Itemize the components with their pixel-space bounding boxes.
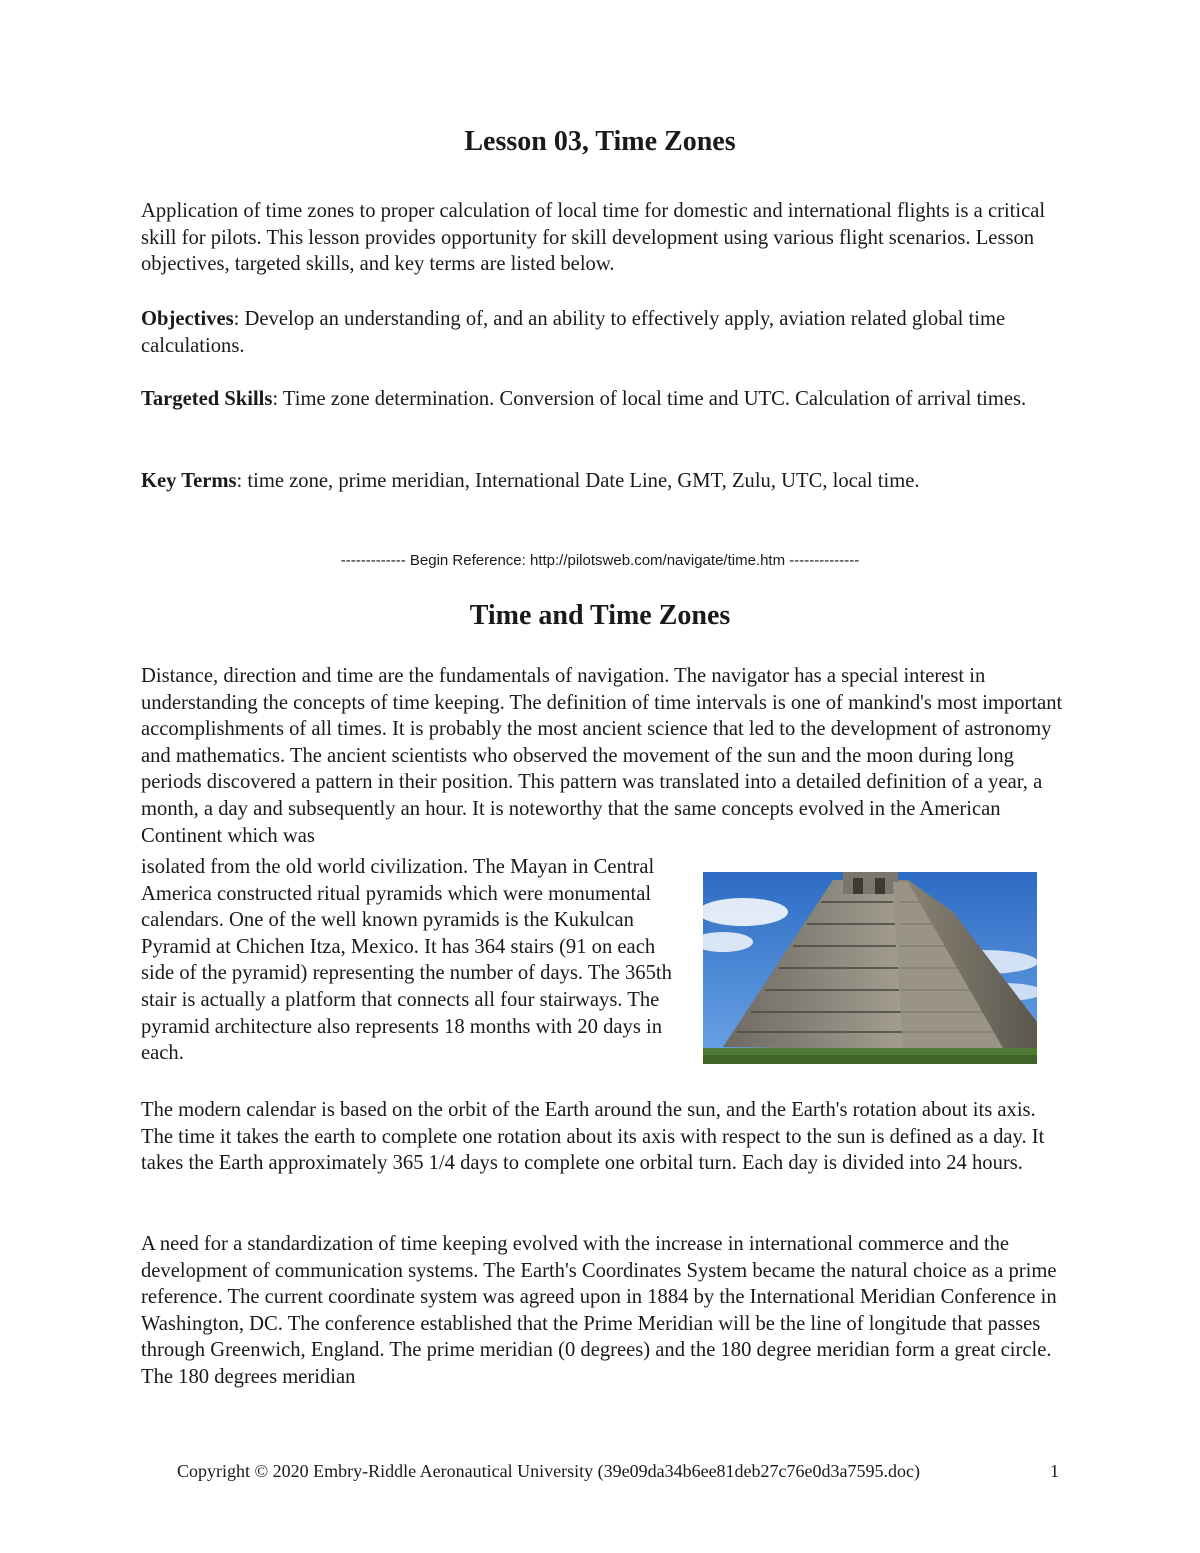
intro-paragraph: Application of time zones to proper calculation of local time for domestic and international flights is a critical skill for pilots. This lesson provides opportunity for skill development using various flight scenarios. Lesson objectives, targeted skills, and key terms are listed below. xyxy=(141,200,1046,276)
targeted-skills-text: : Time zone determination. Conversion of local time and UTC. Calculation of arrival times. xyxy=(272,388,1027,410)
page-number: 1 xyxy=(1050,1461,1059,1481)
body-paragraph-2: The modern calendar is based on the orbit of the Earth around the sun, and the Earth's rotation about its axis. The time it takes the earth to complete one rotation about its axis with respect to the sun is defined as a day. It takes the Earth approximately 365 1/4 days to complete one orbital turn. Each day is divided into 24 hours. xyxy=(141,1099,1045,1175)
body-paragraph-3: A need for a standardization of time keeping evolved with the increase in international commerce and the development of communication systems. The Earth's Coordinates System became the natural choice as a prime reference. The current coordinate system was agreed upon in 1884 by the International Meridian Conference in Washington, DC. The conference established that the Prime Meridian will be the line of longitude that passes through Greenwich, England. The prime meridian (0 degrees) and the 180 degree meridian form a great circle. The 180 degrees meridian xyxy=(141,1233,1057,1388)
key-terms-paragraph xyxy=(141,468,1066,495)
kukulcan-pyramid-image xyxy=(703,872,1037,1064)
objectives-label: Objectives xyxy=(141,308,234,330)
body-paragraph-1-continued: isolated from the old world civilization. The Mayan in Central America constructed ritual pyramids which were monumental calendars. One of the well known pyramids is the Kukulcan Pyramid at Chichen Itza, Mexico. It has 364 stairs (91 on each side of the pyramid) representing the number of days. The 365th stair is actually a platform that connects all four stairways. The pyramid architecture also represents 18 months with 20 days in each. xyxy=(141,856,672,1065)
key-terms-text: : time zone, prime meridian, International Date Line, GMT, Zulu, UTC, local time. xyxy=(236,470,920,492)
objectives-text: : Develop an understanding of, and an ability to effectively apply, aviation related global time calculations. xyxy=(141,308,1006,357)
targeted-skills-label: Targeted Skills xyxy=(141,388,273,410)
body-paragraph-1: Distance, direction and time are the fundamentals of navigation. The navigator has a special interest in understanding the concepts of time keeping. The definition of time intervals is one of mankind's most important accomplishments of all times. It is probably the most ancient science that led to the development of astronomy and mathematics. The ancient scientists who observed the movement of the sun and the moon during long periods discovered a pattern in their position. This pattern was translated into a detailed definition of a year, a month, a day and subsequently an hour. It is noteworthy that the same concepts evolved in the American Continent which was xyxy=(141,665,1063,847)
copyright-footer: Copyright © 2020 Embry-Riddle Aeronautical University (39e09da34b6ee81deb27c76e0d3a7595.doc) xyxy=(177,1461,921,1481)
reference-line: ------------- Begin Reference: http://pilotsweb.com/navigate/time.htm -------------- xyxy=(340,552,860,569)
lesson-title: Lesson 03, Time Zones xyxy=(464,126,736,157)
targeted-skills-paragraph xyxy=(141,386,1066,413)
key-terms-label: Key Terms xyxy=(141,470,237,492)
section-title: Time and Time Zones xyxy=(469,600,731,631)
objectives-paragraph xyxy=(141,306,1066,359)
